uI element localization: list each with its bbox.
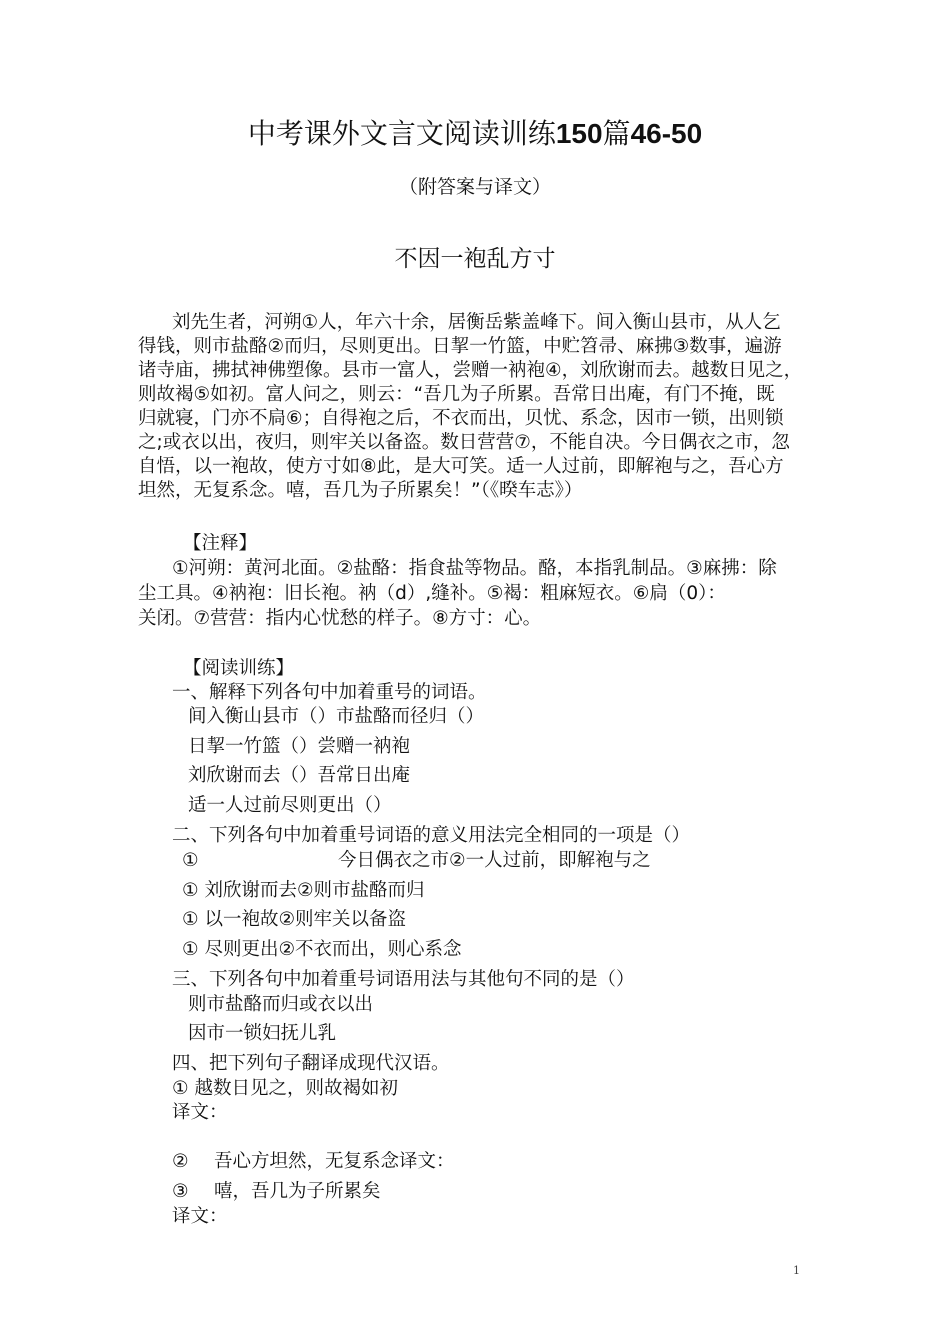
question-item: 因市一锁妇抚儿乳 bbox=[188, 1023, 337, 1044]
question-heading: 二、下列各句中加着重号词语的意义用法完全相同的一项是（） bbox=[172, 825, 691, 846]
option-item: ① 以一袍故②则牢关以备盗 bbox=[182, 909, 407, 930]
page-subtitle: （附答案与译文） bbox=[398, 176, 551, 198]
page-number: 1 bbox=[793, 1264, 800, 1277]
section-title: 不因一袍乱方寸 bbox=[394, 246, 556, 272]
passage-line: 自悟，以一袍故，使方寸如⑧此，是大可笑。适一人过前，即解袍与之，吾心方 bbox=[138, 456, 784, 477]
passage-line: 之;或衣以出，夜归，则牢关以备盗。数日营营⑦，不能自决。今日偶衣之市，忽 bbox=[138, 432, 790, 453]
passage-line: 归就寝，门亦不扃⑥；自得袍之后，不衣而出，贝忧、系念，因市一锁，出则锁 bbox=[138, 408, 784, 429]
option-item: ① 尽则更出②不衣而出，则心系念 bbox=[182, 939, 462, 960]
question-heading: 三、下列各句中加着重号词语用法与其他句不同的是（） bbox=[172, 969, 635, 990]
note-line: ①河朔：黄河北面。②盐酪：指食盐等物品。酪，本指乳制品。③麻拂：除 bbox=[172, 558, 777, 579]
question-item: 则市盐酪而归或衣以出 bbox=[188, 994, 374, 1015]
option-marker: ① bbox=[182, 850, 199, 871]
notes-heading: 【注释】 bbox=[183, 533, 258, 554]
passage-line: 刘先生者，河朔①人，年六十余，居衡岳紫盖峰下。间入衡山县市，从人乞 bbox=[172, 312, 781, 333]
translate-item: 吾心方坦然，无复系念译文： bbox=[214, 1151, 455, 1172]
passage-line: 诸寺庙，拂拭神佛塑像。县市一富人，尝赠一衲袍④，刘欣谢而去。越数日见之， bbox=[138, 360, 803, 381]
option-item: ① 刘欣谢而去②则市盐酪而归 bbox=[182, 880, 425, 901]
title-range: 46-50 bbox=[630, 118, 703, 149]
translate-item: 嘻，吾几为子所累矣 bbox=[214, 1181, 381, 1202]
passage-line: 得钱，则市盐酪②而归，尽则更出。日挈一竹篮，中贮笤帚、麻拂③数事，遍游 bbox=[138, 336, 782, 357]
translation-label: 译文： bbox=[172, 1102, 228, 1123]
title-main: 中考课外文言文阅读训练 bbox=[247, 117, 556, 150]
question-item: 适一人过前尽则更出（） bbox=[188, 795, 392, 816]
question-heading: 四、把下列句子翻译成现代汉语。 bbox=[172, 1053, 450, 1074]
note-line: 尘工具。④衲袍：旧长袍。衲（d）,缝补。⑤褐：粗麻短衣。⑥扃（0）： bbox=[138, 583, 726, 604]
translate-item: ① 越数日见之，则故褐如初 bbox=[172, 1078, 398, 1099]
question-heading: 一、解释下列各句中加着重号的词语。 bbox=[172, 682, 487, 703]
question-item: 日挈一竹篮（）尝赠一衲袍 bbox=[188, 736, 411, 757]
option-item: 今日偶衣之市②一人过前，即解袍与之 bbox=[338, 850, 651, 871]
translation-label: 译文： bbox=[172, 1206, 228, 1227]
passage-line: 坦然，无复系念。嘻，吾几为子所累矣！”（《暌车志》） bbox=[138, 480, 583, 501]
note-line: 关闭。⑦营营：指内心忧愁的样子。⑧方寸：心。 bbox=[138, 608, 542, 629]
title-unit: 篇 bbox=[602, 117, 631, 150]
page-title bbox=[0, 112, 950, 152]
question-item: 间入衡山县市（）市盐酪而径归（） bbox=[188, 706, 485, 727]
question-item: 刘欣谢而去（）吾常日出庵 bbox=[188, 765, 411, 786]
title-count: 150 bbox=[555, 118, 603, 149]
item-marker: ② bbox=[172, 1151, 189, 1172]
passage-line: 则故褐⑤如初。富人问之，则云：“吾几为子所累。吾常日出庵，有门不掩，既 bbox=[138, 384, 775, 405]
training-heading: 【阅读训练】 bbox=[183, 658, 295, 679]
item-marker: ③ bbox=[172, 1181, 189, 1202]
